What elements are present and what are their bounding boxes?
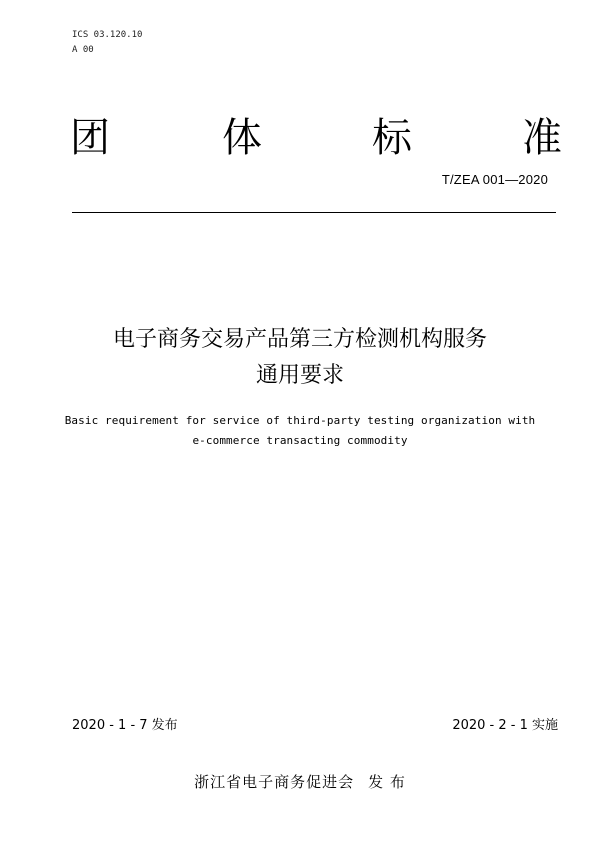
standard-type-char: 团 — [70, 115, 110, 161]
document-title-zh-line1: 电子商务交易产品第三方检测机构服务 — [112, 327, 487, 352]
publisher-line — [0, 772, 600, 792]
standard-type-char: 体 — [222, 115, 262, 161]
implementation-date: 2020 - 2 - 1 实施 — [452, 718, 558, 733]
publisher-name: 浙江省电子商务促进会 — [194, 773, 355, 791]
publish-action: 发 布 — [368, 773, 406, 791]
document-title-zh-line2: 通用要求 — [255, 363, 344, 388]
ics-code: ICS 03.120.10 — [72, 30, 143, 40]
header-divider — [72, 212, 556, 213]
issue-date: 2020 - 1 - 7 发布 — [72, 718, 178, 733]
document-title-en-line1: Basic requirement for service of third-party testing organization with — [64, 414, 536, 427]
standard-number: T/ZEA 001—2020 — [441, 172, 548, 187]
ccs-code: A 00 — [72, 45, 94, 55]
standard-type-char: 准 — [522, 115, 562, 161]
standard-type-char: 标 — [372, 115, 412, 161]
document-title-en-line2: e-commerce transacting commodity — [192, 434, 408, 447]
